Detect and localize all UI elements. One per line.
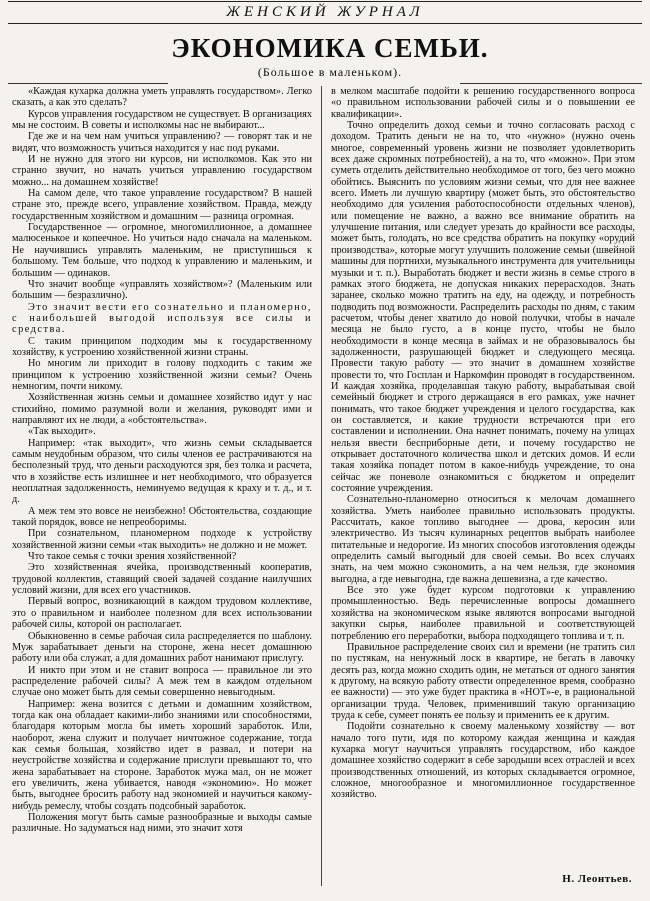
- paragraph: На самом деле, что такое управление государством? В нашей стране это, прежде всего, управление хозяйством. Правда, между государственным хозяйством и домашним — разница огромная.: [12, 188, 312, 222]
- paragraph: Сознательно-планомерно относиться к мелочам домашнего хозяйства. Уметь наиболее правильно использовать продукты. Рассчитать, какое топливо выгоднее — дрова, керосин или электричество. Из тысяч кулинарных рецептов выбрать наиболее питательные и недорогие. Из многих способов изготовления одежды определить самый выгодный для своей семьи. Во всех случаях знать, на чем можно сэкономить, а на чем нельзя, где экономия выгодна, а где невыгодна, где важна дешевизна, а где качество.: [331, 494, 635, 585]
- paragraph: Например: «так выходит», что жизнь семьи складывается самым неудобным образом, что силы членов ее растрачиваются на бесполезный труд, что деньги расходуются зря, без толка и расчета, что в хозяйстве есть излишнее и нет необходимого, что образуется неоплатная задолженность, неминуемо ведущая к краху и т. д., и т. д.: [12, 437, 312, 506]
- paragraph: И не нужно для этого ни курсов, ни исполкомов. Как это ни странно звучит, но начать учиться управлению государством можно... на домашнем хозяйстве!: [12, 154, 312, 188]
- header-rule: [8, 23, 642, 24]
- paragraph: Где же и на чем нам учиться управлению? — говорят так и не видят, что возможность учиться находится у нас под руками.: [12, 131, 312, 154]
- paragraph: в мелком масштабе подойти к решению государственного вопроса «о правильном использовании рабочей силы и о повышении ее квалификации».: [331, 86, 635, 120]
- title-rule-right: [460, 83, 642, 84]
- paragraph: Но многим ли приходит в голову подходить с таким же принципом к устроению хозяйственной жизни семьи? Очень немногим, почти никому.: [12, 358, 312, 392]
- paragraph: Положения могут быть самые разнообразные и выходы самые различные. Но задуматься над ними, это значит хотя: [12, 812, 312, 835]
- paragraph-emphasis: Это значит вести его сознательно и планомерно, с наибольшей выгодой используя все силы и средства.: [12, 301, 312, 336]
- paragraph: Все это уже будет курсом подготовки к управлению промышленностью. Ведь перечисленные вопросы домашнего хозяйства на экономическом языке являются вопросами выгодной закупки сырья, наиболее правильной и соответствующей потреблению его переработки, выбора подходящего топлива и т. п.: [331, 585, 635, 642]
- paragraph: Обыкновенно в семье рабочая сила распределяется по шаблону. Муж зарабатывает деньги на стороне, жена несет домашнюю работу или оба служат, а для домашних работ нанимают прислугу.: [12, 630, 312, 665]
- paragraph: При сознательном, планомерном подходе к устройству хозяйственной жизни семьи «так выходить» не должно и не может.: [12, 528, 312, 551]
- paragraph: С таким принципом подходим мы к государственному хозяйству, к устроению хозяйственной жизни страны.: [12, 335, 312, 358]
- paragraph: Хозяйственная жизнь семьи и домашнее хозяйство идут у нас стихийно, помимо разумной воли и желания, руководят ими и направляют их не люди, а «обстоятельства».: [12, 392, 312, 426]
- paragraph: Например: жена возится с детьми и домашним хозяйством, тогда как она обладает какими-либо знаниями или способностями, благодаря которым могла бы иметь хороший заработок. Или, наоборот, жена служит и получает ничтожное содержание, тогда как семья большая, хозяйство идет в развал, и потери на неустройстве хозяйства и содержание прислуги превышают то, что жена зарабатывает на стороне. Заработок мужа мал, он не может его увеличить, жена убивается, наводя «экономию». Но может быть, выгоднее бросить работу над экономией и научиться какому-нибудь ремеслу, чтобы создать подсобный заработок.: [12, 698, 312, 812]
- right-column: [331, 86, 635, 878]
- paragraph: «Каждая кухарка должна уметь управлять государством». Легко сказать, а как это сделать?: [12, 86, 312, 109]
- paragraph: Курсов управления государством не существует. В организациях мы не состоим. В советы и исполкомы нас не выбирают...: [12, 108, 312, 132]
- paragraph: Точно определить доход семьи и точно согласовать расход с доходом. Тратить деньги не на то, что «нужно» (нужно очень многое, современный уровень жизни не позволяет удовлетворить всех даже скромных потребностей), а на то, что «можно». При этом суметь отделить действительно необходимое от того, без чего можно обойтись. Выяснить по условиям жизни семьи, что для нее важнее всего. Иметь ли лучшую квартиру (может быть, это обстоятельство необходимо для усиления работоспособности отдельных членов), или помещение не важно, а важно все внимание обратить на улучшение питания, или следует урезать до крайности все расходы, может быть, голодать, но все средства обратить на покупку «орудий производства», которые могут улучшить положение семьи (швейной машины для портнихи, музыкального инструмента для учительницы музыки и т. п.). Выработать бюджет и вести жизнь в семье строго в рамках этого бюджета, не допуская никаких перерасходов. Знать заранее, сколько можно тратить на еду, на одежду, и потребность подводить под возможности. Распределить расходы по дням, с таким расчетом, чтобы денег хватило до новой получки, чтобы в начале месяца не было густо, а в конце пусто, чтобы не было необходимости в конце месяца в займах и не образовывалось бы задолженности, разрушающей бюджет и следующего месяца. Провести такую работу — это значит в домашнем хозяйстве провести то, что Госплан и Наркомфин проводят в государственном. И каждая хозяйка, проделавшая такую работу, вырабатывая свой семейный бюджет и строго держащаяся в его рамках, уже начнет понимать, что такое бюджет учреждения и целого государства, как он составляется, и какие трудности встречаются при его составлении и исполнении. Она начнет понимать, почему на улицах нельзя ввести бесприборные дети, и почему государство не открывает достаточного количества школ и детских домов. И если такая хозяйка попадет потом в какое-нибудь учреждение, то она сейчас же поневоле ознакомиться с бюджетом и определит состояние учреждения.: [331, 120, 635, 495]
- paragraph: Подойти сознательно к своему маленькому хозяйству — вот начало того пути, идя по которому каждая женщина и каждая кухарка могут научиться управлять государством, ибо каждое домашнее хозяйство содержит в себе зародыши всех отраслей и всех производственных отношений, из которых складывается огромное, сложное, многообразное и многомиллионное государственное хозяйство.: [331, 721, 635, 801]
- paragraph: Правильное распределение своих сил и времени (не тратить сил по пустякам, на ненужный лоск в квартире, не бегать в лавочку десять раз, когда можно сходить один, не метаться от одного занятия к другому, на всякую работу отвести определенное время, сообразно ее важности) — это уже будет практика в «НОТ»-е, в рациональной организации труда. Человек, применивший такую организацию труда к себе, сумеет понять ее пользу и применить ее к другим.: [331, 641, 635, 721]
- paragraph: «Так выходит».: [28, 426, 96, 438]
- author-signature: Н. Леонтьев.: [562, 873, 632, 885]
- paragraph: Первый вопрос, возникающий в каждом трудовом коллективе, это о правильном и наиболее полезном для всех использовании рабочей силы, которой он располагает.: [12, 596, 312, 631]
- paragraph: А меж тем это вовсе не неизбежно! Обстоятельства, создающие такой порядок, вовсе не непреоборимы.: [12, 505, 312, 529]
- column-divider: [321, 86, 322, 886]
- article-title: ЭКОНОМИКА СЕМЬИ.: [171, 33, 489, 63]
- left-column: [12, 86, 312, 878]
- paragraph: Государственное — огромное, многомиллионное, а домашнее малюсенькое и копеечное. Но учиться надо сначала на маленьком. Не научившись управлять маленьким, не приступишься к большому. Тем больше, что подход к управлению и маленьким, и большим — одинаков.: [12, 222, 312, 279]
- title-rule-left: [8, 83, 168, 84]
- paragraph: Это хозяйственная ячейка, производственный кооператив, трудовой коллектив, ставящий своей задачей создание наилучших условий жизни, для всех его участников.: [12, 562, 312, 597]
- journal-header: ЖЕНСКИЙ ЖУРНАЛ: [226, 4, 424, 20]
- article-subtitle: (Большое в маленьком).: [257, 65, 403, 79]
- paragraph: И никто при этом и не ставит вопроса — правильное ли это распределение рабочей силы? А меж тем в каждом отдельном случае оно может быть для семьи совершенно невыгодным.: [12, 664, 312, 699]
- paragraph: Что такое семья с точки зрения хозяйственной?: [28, 551, 237, 563]
- paragraph: Что значит вообще «управлять хозяйством»? (Маленьким или большим — безразлично).: [12, 278, 312, 302]
